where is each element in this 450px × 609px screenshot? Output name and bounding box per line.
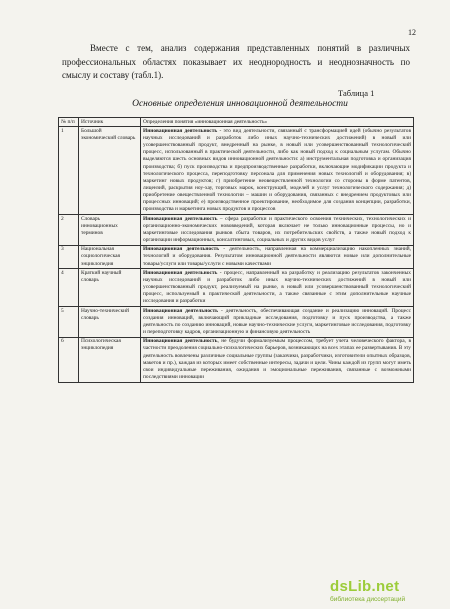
definition-text: - деятельность, обеспечивающая создание и реализацию инноваций. Процесс создания инноваций, включающий прикладные исследования, подготовку и пуск производства, а также деятельность по созданию инноваций, новые научно-технические услуги, маркетинговые исследования, подготовку и переподготовку кадров, организационную и финансовую деятельность <box>143 307 411 336</box>
page-number: 12 <box>408 28 416 37</box>
definition-term: Инновационная деятельность <box>143 269 218 276</box>
row-num: 5 <box>59 307 79 338</box>
row-source: Словарь инновационных терминов <box>79 215 141 246</box>
row-definition <box>141 245 414 269</box>
definition-text: – сфера разработки и практического освоения технических, технологических и организационно-экономических нововведений, которая включает не только инновационные процессы, но и маркетинговые исследования рынков сбыта товаров, их потребительских свойств, а также новый подход к организации информационных, консалтинговых, социальных и других видов услуг <box>143 215 411 243</box>
definition-term: Инновационная деятельность <box>143 338 218 345</box>
definition-term: Инновационная деятельность <box>143 246 220 253</box>
table-title: Основные определения инновационной деятельности <box>132 99 348 109</box>
row-num: 4 <box>59 269 79 307</box>
row-definition <box>141 127 414 215</box>
row-num: 1 <box>59 127 79 215</box>
header-source: Источник <box>79 118 141 127</box>
definition-text: , не будучи формализуемым процессом, требует учета человеческого фактора, в частности преодоления социально-психологических барьеров, возникающих на всех этапах ее развертывания. В эту деятельность вовлечены различные социальные группы (заказчики, разработчики, изготовители опытных образцов, макетов и пр.), каждая из которых имеет собственные интересы, задачи и цели. Чины каждой из групп могут иметь свои индивидуальные переживания, ожидания и эмоциональные переживания, связанные с возможными последствиями инновации <box>143 338 411 380</box>
table-header-row <box>59 118 414 127</box>
table-row <box>59 215 414 246</box>
watermark-subtitle: библиотека диссертаций <box>330 596 406 603</box>
row-num: 2 <box>59 215 79 246</box>
row-definition <box>141 215 414 246</box>
definition-text: - процесс, направленный на разработку и реализацию результатов законченных научных исследований и разработок либо иных научно-технических достижений в новый или усовершенствованный продукт, реализуемый на рынке, в новый или усовершенствованный технологический процесс, используемый в практической деятельности, а также связанные с этим дополнительные научные исследования и разработки <box>143 269 411 305</box>
table-row <box>59 337 414 382</box>
header-num: № п/п <box>59 118 79 127</box>
row-definition <box>141 307 414 338</box>
intro-paragraph: Вместе с тем, анализ содержания представленных понятий в различных профессиональных областях показывает их неоднородность и неоднозначность по смыслу и составу (табл.1). <box>62 43 410 80</box>
table-row <box>59 245 414 269</box>
row-source: Краткий научный словарь <box>79 269 141 307</box>
definition-term: Инновационная деятельность <box>143 127 218 134</box>
table-row <box>59 307 414 338</box>
row-source: Большой экономический словарь <box>79 127 141 215</box>
header-definition: Определения понятия «инновационная деятельность» <box>141 118 414 127</box>
definition-text: - это вид деятельности, связанный с трансформацией идей (обычно результатов научных исследований и разработок либо иных научно-технических достижений) в новый или усовершенствованный продукт, внедренный на рынке, в новый или усовершенствованный технологический процесс, использованный в практической деятельности, либо как новый подход к социальным услугам. Обычно выделяются шесть основных видов инновационной деятельности: а) инструментальная подготовка и организация производства; б) пуск производства и предпроизводственные разработки, включающие модификации продукта и технологического процесса, переподготовку персонала для применения новых технологий и оборудования; в) маркетинг новых продуктов; г) приобретение неовеществленной технологии со стороны в форме патентов, лицензий, раскрытия ноу-хау, торговых марок, конструкций, моделей и услуг технологического содержания; д) приобретение овеществленной технологии – машин и оборудования, связанных с внедрением продуктовых или процессных инноваций; е) производственное проектирование, необходимое для создания концепции, разработки, производства и маркетинга новых продуктов и процессов <box>143 127 411 213</box>
definition-term: Инновационная деятельность <box>143 307 218 314</box>
watermark-logo: dsLib.net <box>330 578 400 595</box>
table-label: Таблица 1 <box>338 88 375 98</box>
site-watermark <box>330 578 440 606</box>
definition-term: Инновационная деятельность <box>143 215 218 222</box>
table-row <box>59 127 414 215</box>
row-source: Психологическая энциклопедия <box>79 337 141 382</box>
row-definition <box>141 269 414 307</box>
row-definition <box>141 337 414 382</box>
row-num: 3 <box>59 245 79 269</box>
definition-text: - деятельность, направленная на коммерциализацию накопленных знаний, технологий и оборудования. Результатом инновационной деятельности являются новые или дополнительные товары/услуги или товары/услуги с новыми качествами <box>143 246 411 267</box>
definitions-table <box>58 117 414 383</box>
row-source: Национальная социологическая энциклопедия <box>79 245 141 269</box>
row-source: Научно-технический словарь <box>79 307 141 338</box>
table-row <box>59 269 414 307</box>
row-num: 6 <box>59 337 79 382</box>
